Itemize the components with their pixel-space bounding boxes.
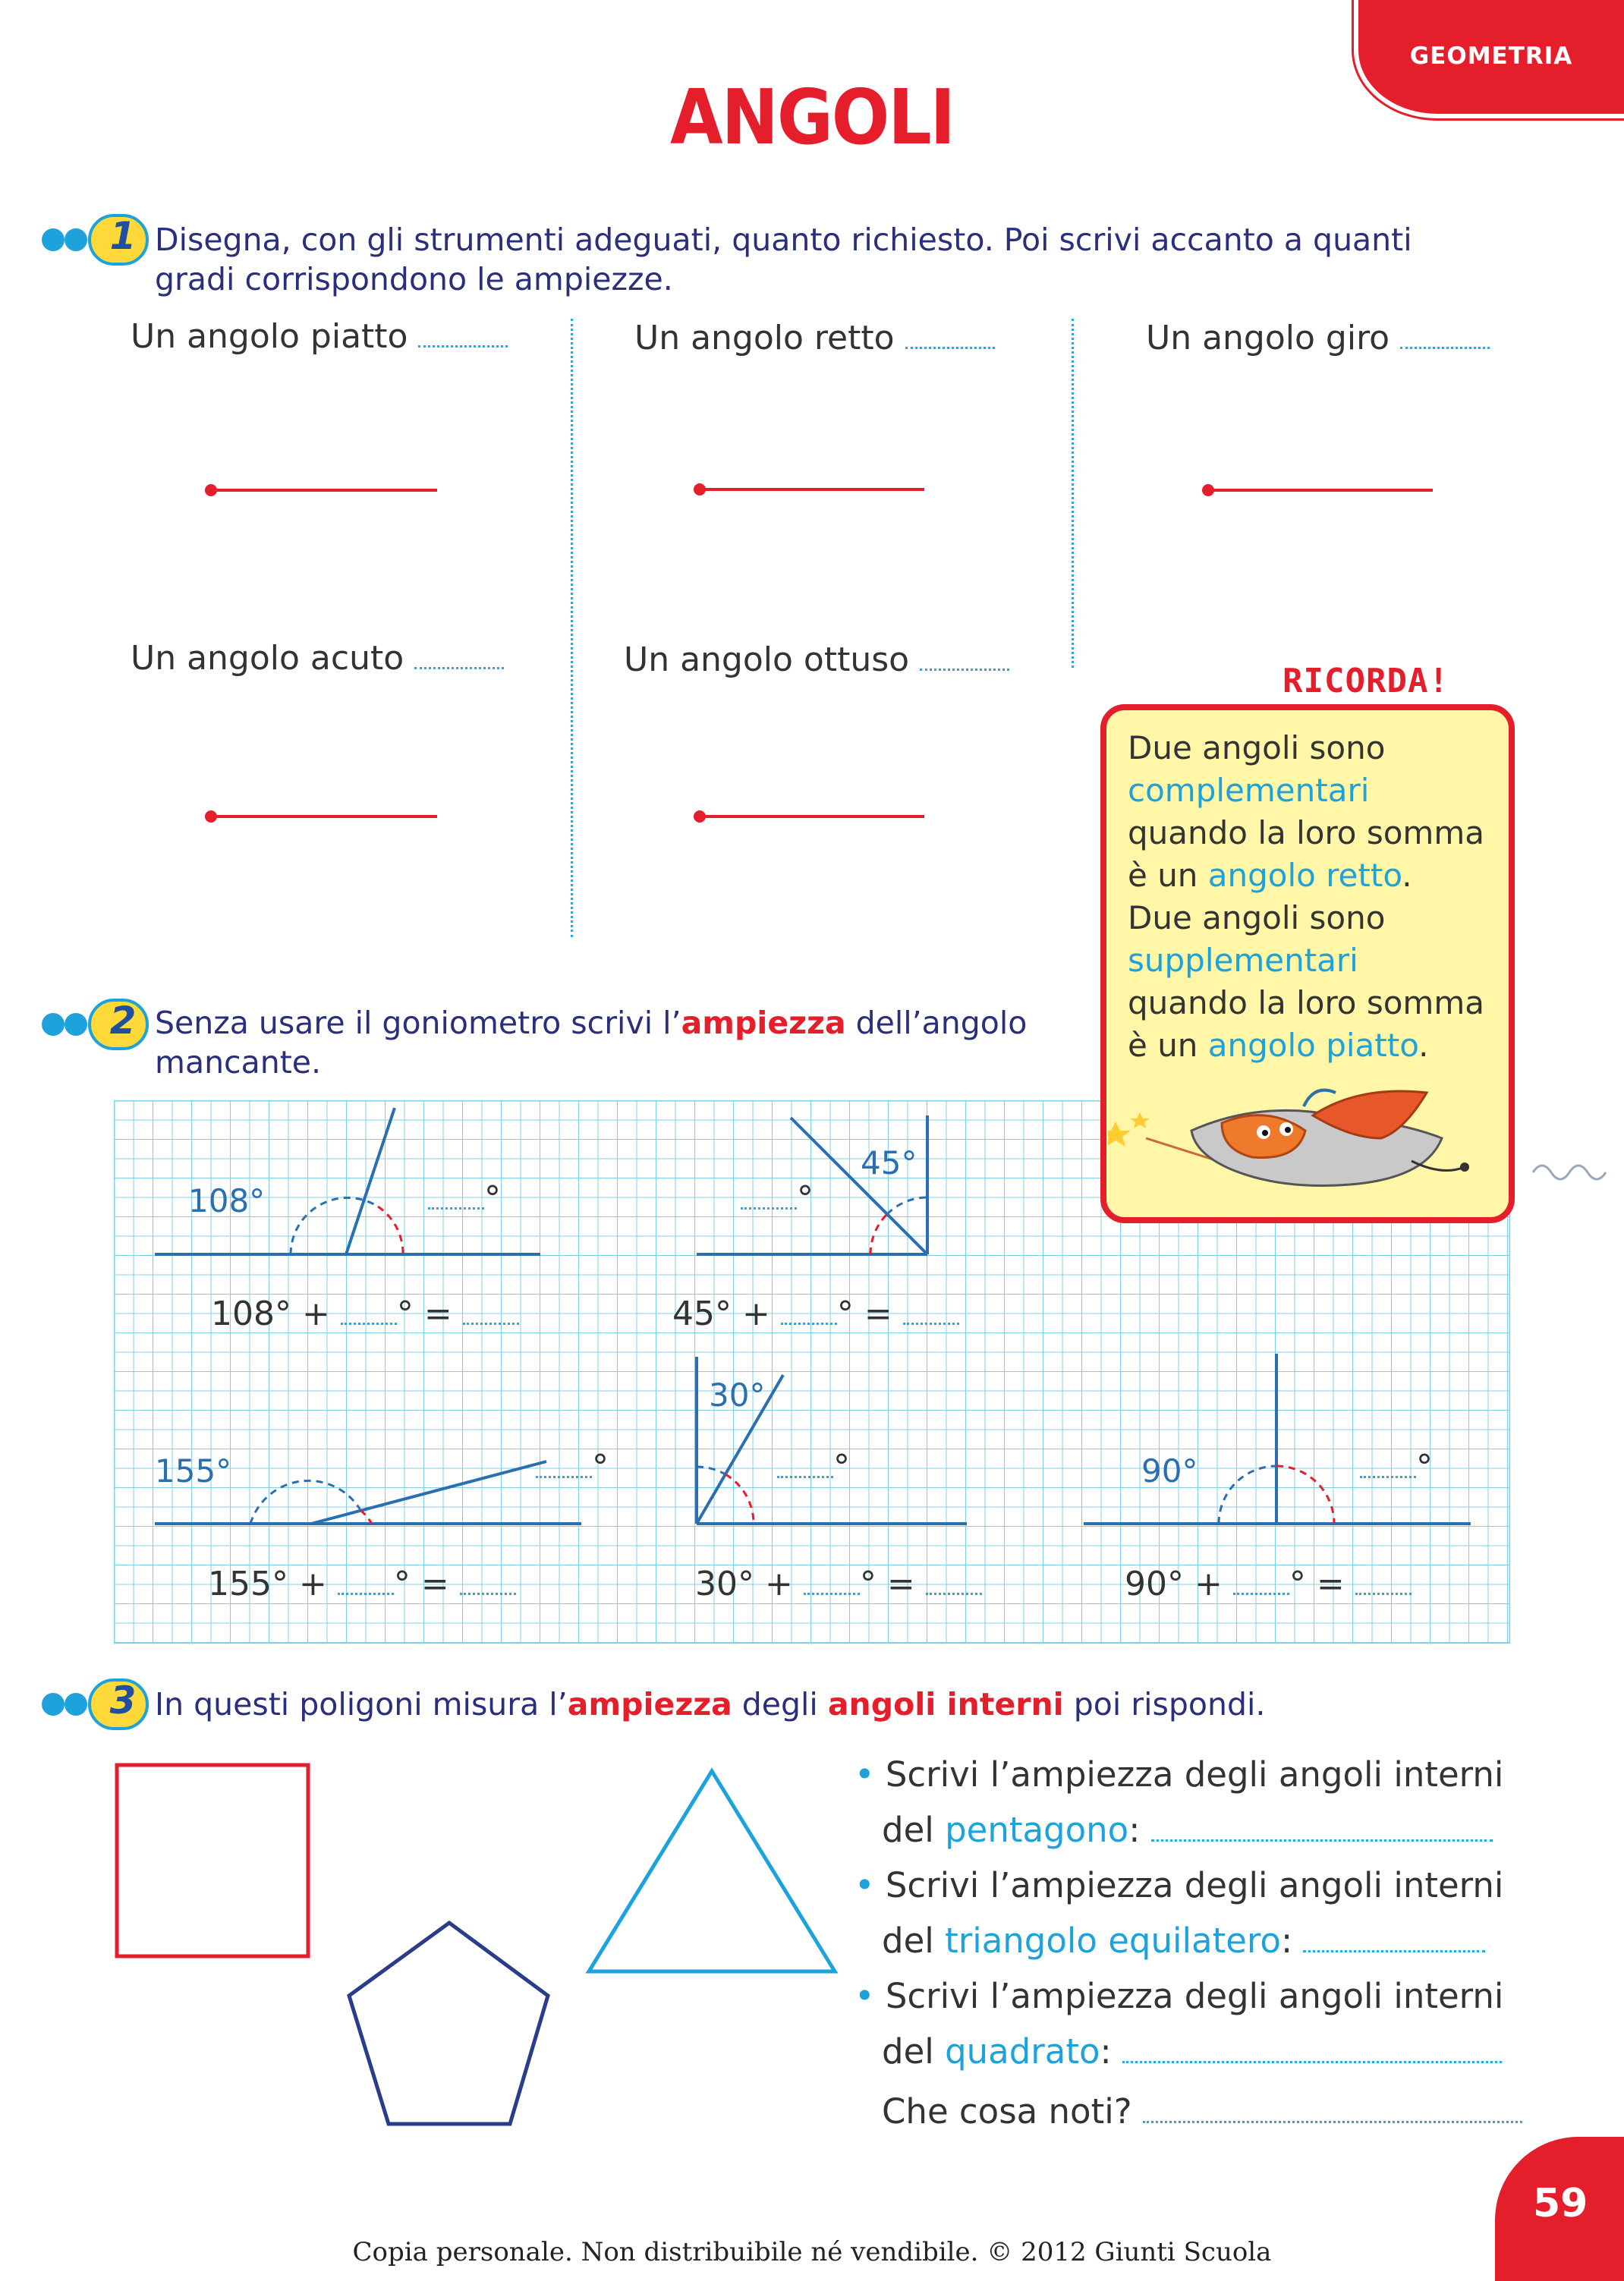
page-number-tab: [1495, 2137, 1624, 2281]
missing-angle-blank: °: [428, 1179, 501, 1218]
exercise-3-instruction: In questi poligoni misura l’ampiezza degli angoli interni poi rispondi.: [155, 1686, 1266, 1723]
question-observation: Che cosa noti?: [854, 2084, 1537, 2139]
mascot-illustration: [1108, 1085, 1624, 1214]
ricorda-title: RICORDA!: [1283, 662, 1449, 700]
answer-blank[interactable]: [1143, 2121, 1522, 2123]
item-acute-angle: Un angolo acuto: [131, 639, 504, 678]
angle-label: 45°: [861, 1144, 917, 1181]
square-shape: [117, 1765, 308, 1956]
question-triangle: • Scrivi l’ampiezza degli angoli interni del triangolo equilatero:: [854, 1865, 1504, 1961]
equation: 155° + ° =: [208, 1565, 516, 1603]
item-obtuse-angle: Un angolo ottuso: [624, 640, 1009, 679]
equation: 108° + ° =: [211, 1295, 519, 1333]
copyright-notice: Copia personale. Non distribuibile né vendibile. © 2012 Giunti Scuola: [352, 2237, 1272, 2267]
exercise-1-instruction: Disegna, con gli strumenti adeguati, quanto richiesto. Poi scrivi accanto a quanti gradi corrispondono le ampiezze.: [155, 222, 1412, 297]
exercise-2-instruction: Senza usare il goniometro scrivi l’ampiezza dell’angolo mancante.: [155, 1005, 1028, 1081]
equation: 30° + ° =: [695, 1565, 982, 1603]
pentagon-shape: [349, 1923, 548, 2124]
triangle-shape: [589, 1771, 835, 1971]
page-number: 59: [1533, 2181, 1588, 2226]
missing-angle-blank: °: [1360, 1448, 1433, 1487]
item-right-angle: Un angolo retto: [634, 319, 995, 357]
question-square: • Scrivi l’ampiezza degli angoli interni del quadrato:: [854, 1976, 1504, 2072]
ricorda-text: Due angoli sono complementari quando la loro somma è un angolo retto. Due angoli sono supplementari quando la loro somma è un angolo piatto.: [1128, 729, 1484, 1064]
exercise-3-number: 3: [109, 1679, 137, 1723]
item-straight-angle: Un angolo piatto: [131, 317, 508, 356]
equation: 45° + ° =: [672, 1295, 959, 1333]
angle-label: 108°: [188, 1182, 266, 1219]
answer-blank[interactable]: [1151, 1839, 1493, 1842]
exercise-2-number: 2: [109, 999, 137, 1043]
missing-angle-blank: °: [536, 1448, 609, 1487]
item-full-angle: Un angolo giro: [1146, 319, 1490, 357]
question-pentagon: • Scrivi l’ampiezza degli angoli interni del pentagono:: [854, 1754, 1504, 1850]
angle-label: 30°: [709, 1376, 766, 1414]
missing-angle-blank: °: [741, 1179, 814, 1218]
exercise-1-number: 1: [109, 214, 137, 258]
page-title: ANGOLI: [670, 73, 954, 162]
angle-label: 90°: [1141, 1452, 1198, 1490]
polygons: [0, 1745, 850, 2140]
section-label: GEOMETRIA: [1409, 42, 1573, 70]
question-list: [854, 1747, 1537, 2139]
equation: 90° + ° =: [1125, 1565, 1412, 1603]
answer-blank[interactable]: [1303, 1950, 1485, 1952]
missing-angle-blank: °: [777, 1448, 850, 1487]
answer-blank[interactable]: [1122, 2061, 1502, 2063]
angle-label: 155°: [155, 1452, 232, 1490]
